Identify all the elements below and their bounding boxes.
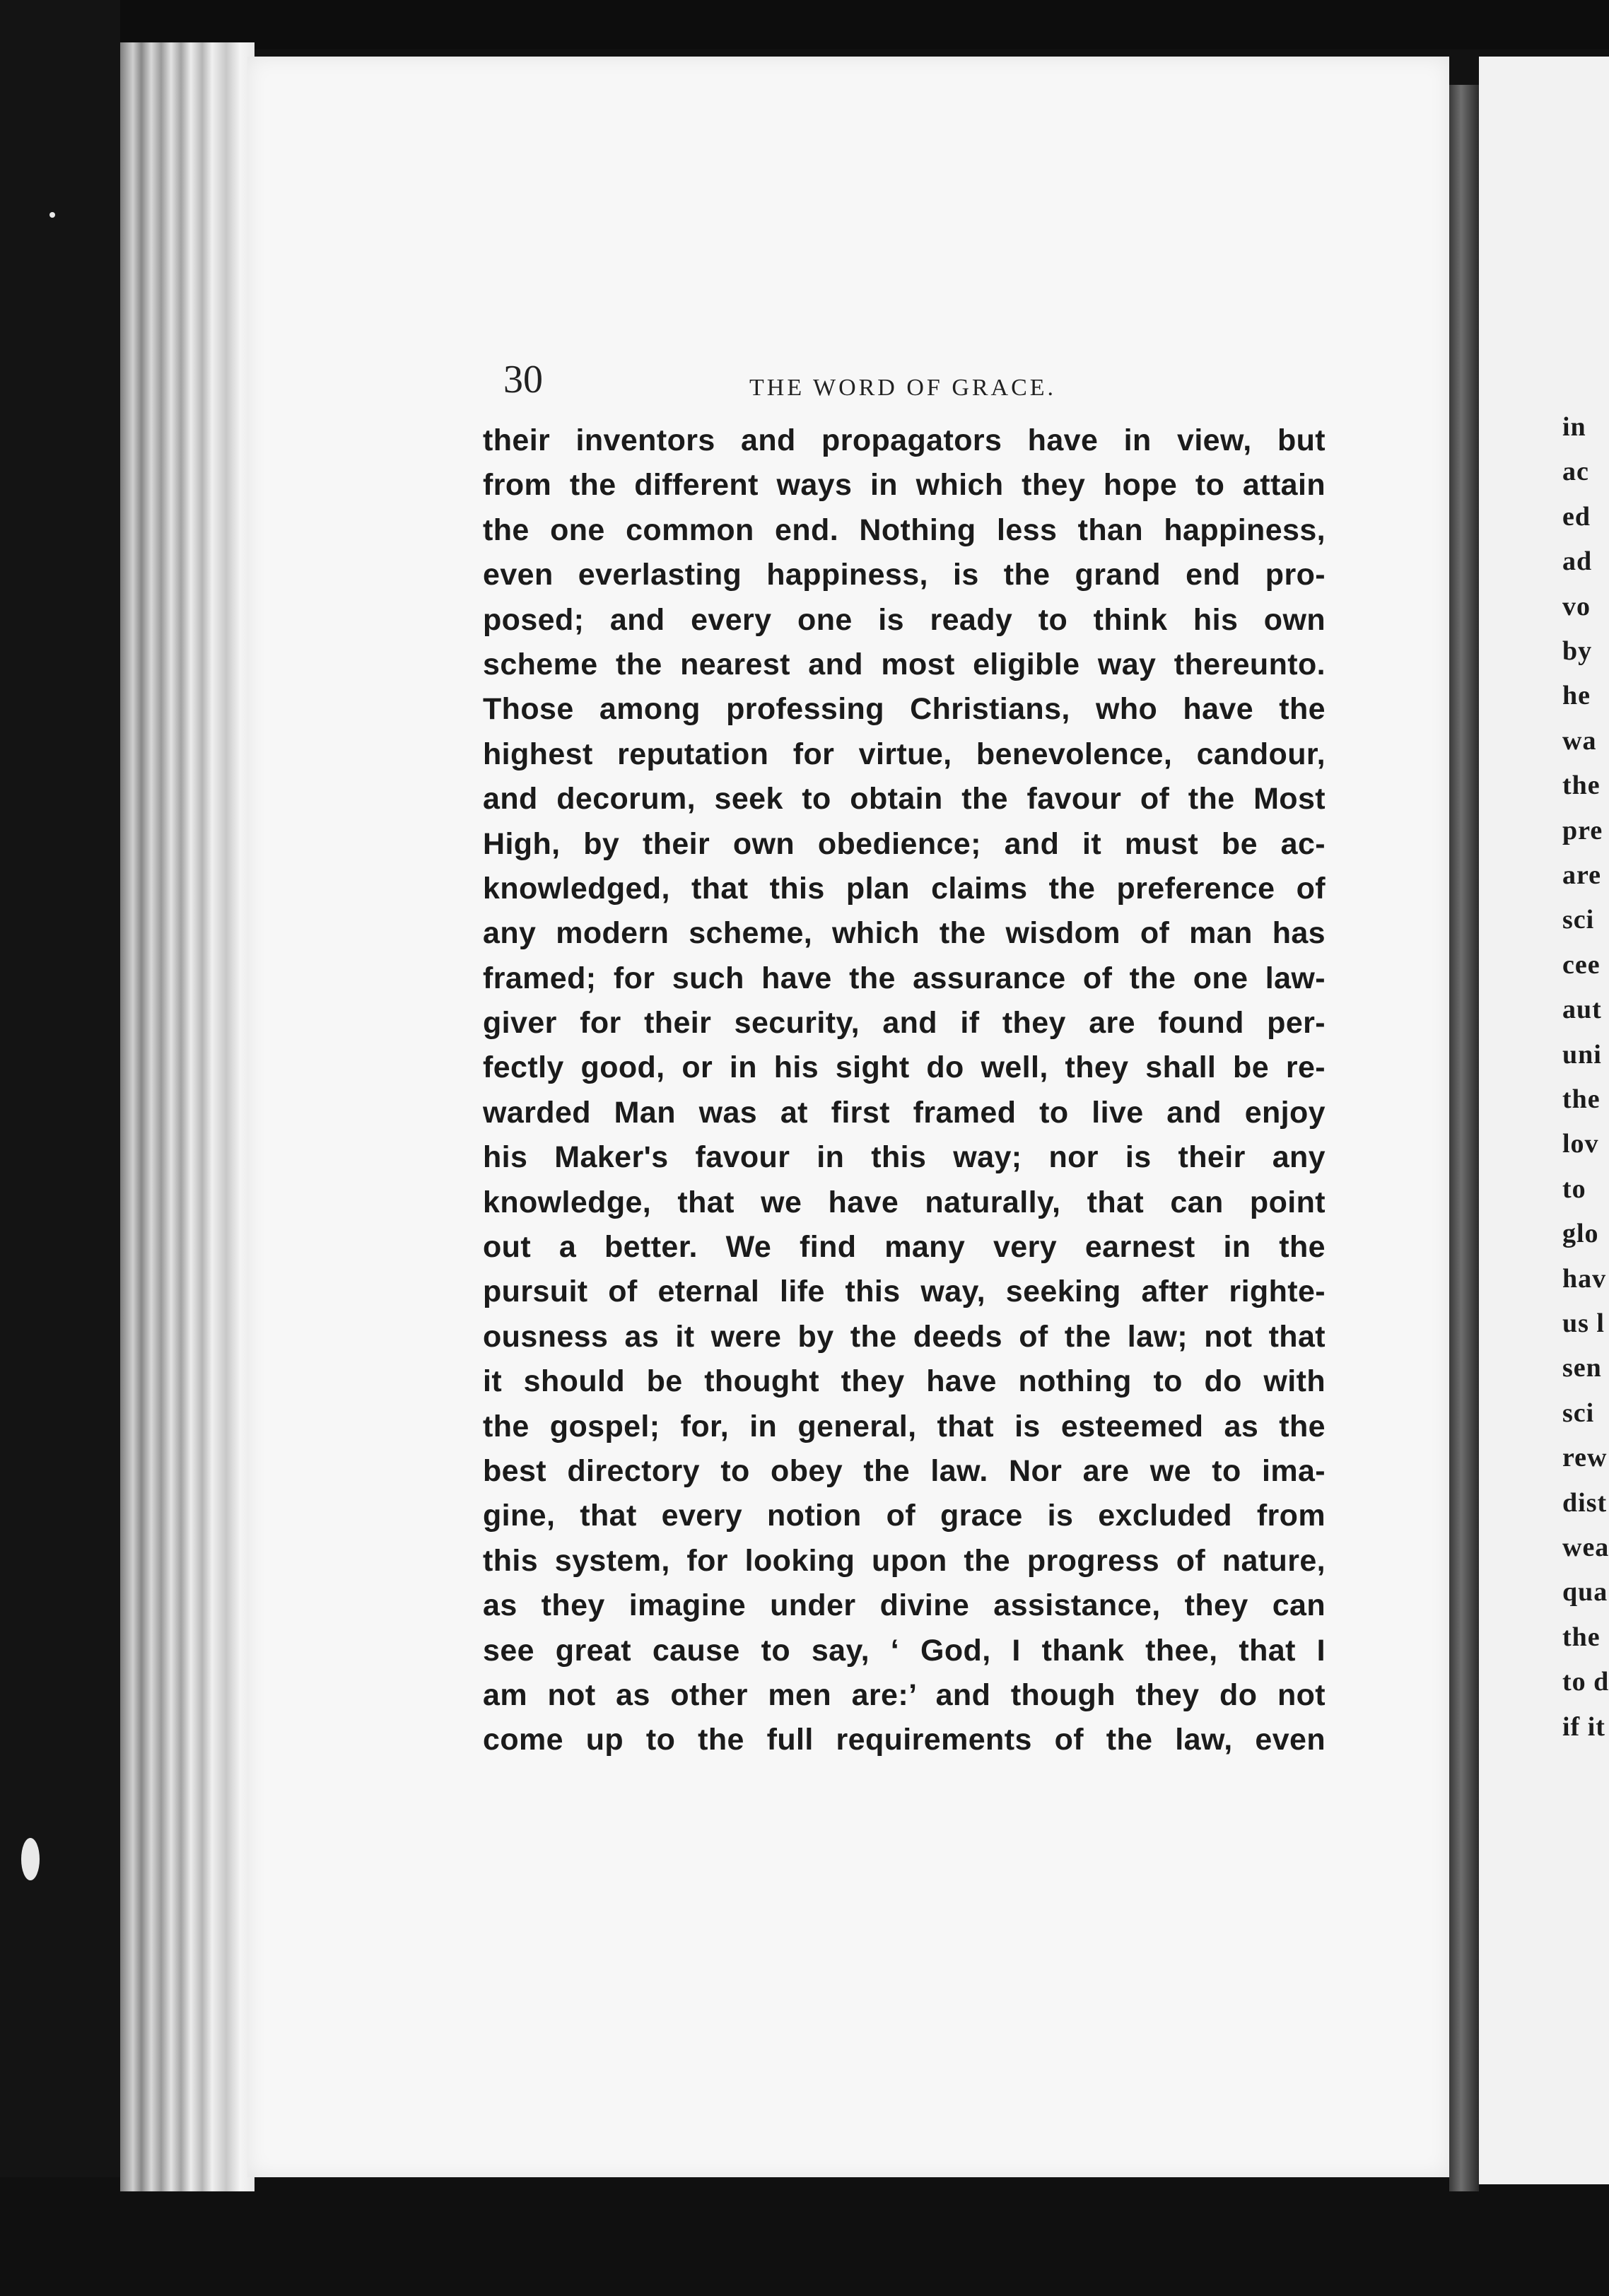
- facing-page-line: if it: [1562, 1711, 1605, 1742]
- dust-speck: [21, 1838, 40, 1880]
- text-line: High, by their own obedience; and it must be ac-: [483, 826, 1326, 861]
- facing-page-line: sci: [1562, 905, 1595, 935]
- facing-page-line: pre: [1562, 815, 1603, 845]
- facing-page-line: by: [1562, 636, 1593, 666]
- facing-page-line: to: [1562, 1173, 1586, 1204]
- scan-background-left: [0, 0, 120, 2296]
- text-line: highest reputation for virtue, benevolence, candour,: [483, 737, 1326, 771]
- text-line: and decorum, seek to obtain the favour of the Most: [483, 782, 1326, 816]
- facing-page-line: ed: [1562, 501, 1591, 532]
- text-line: posed; and every one is ready to think his own: [483, 602, 1326, 637]
- facing-page-line: sci: [1562, 1398, 1595, 1428]
- text-line: scheme the nearest and most eligible way thereunto.: [483, 647, 1326, 681]
- facing-page-line: qua: [1562, 1577, 1608, 1607]
- text-line: gine, that every notion of grace is excluded from: [483, 1499, 1326, 1533]
- text-line: come up to the full requirements of the law, even: [483, 1723, 1326, 1757]
- text-line: knowledged, that this plan claims the preference of: [483, 871, 1326, 906]
- facing-page-line: hav: [1562, 1263, 1607, 1294]
- text-line: as they imagine under divine assistance, they can: [483, 1588, 1326, 1623]
- text-line: out a better. We find many very earnest in the: [483, 1230, 1326, 1265]
- facing-page-line: the: [1562, 1084, 1601, 1114]
- text-line: framed; for such have the assurance of the one law-: [483, 961, 1326, 995]
- text-line: the one common end. Nothing less than happiness,: [483, 512, 1326, 547]
- facing-page-line: vo: [1562, 591, 1591, 621]
- text-line: it should be thought they have nothing to do with: [483, 1364, 1326, 1399]
- text-line: his Maker's favour in this way; nor is their any: [483, 1140, 1326, 1175]
- facing-page-line: he: [1562, 681, 1591, 711]
- facing-page-line: the: [1562, 1622, 1601, 1652]
- text-line: see great cause to say, ‘ God, I thank thee, that I: [483, 1633, 1326, 1668]
- text-line: ousness as it were by the deeds of the law; not that: [483, 1319, 1326, 1354]
- text-line: giver for their security, and if they are found per-: [483, 1006, 1326, 1041]
- scan-background-bottom: [0, 2177, 1609, 2296]
- facing-page-line: ac: [1562, 457, 1589, 487]
- facing-page-line: wea: [1562, 1533, 1609, 1562]
- facing-page-line: glo: [1562, 1219, 1599, 1249]
- facing-page-line: ad: [1562, 546, 1593, 577]
- text-line: the gospel; for, in general, that is esteemed as the: [483, 1409, 1326, 1443]
- running-title: THE WORD OF GRACE.: [749, 375, 1057, 401]
- facing-page-line: are: [1562, 860, 1602, 890]
- text-line: am not as other men are:’ and though they do not: [483, 1677, 1326, 1712]
- facing-page-line: uni: [1562, 1039, 1602, 1070]
- facing-page-line: rew: [1562, 1443, 1608, 1473]
- facing-page-line: in: [1562, 412, 1586, 442]
- facing-page-line: cee: [1562, 949, 1601, 980]
- text-line: warded Man was at first framed to live and enjoy: [483, 1095, 1326, 1130]
- book-gutter: [1449, 85, 1479, 2191]
- body-text: [483, 418, 1326, 1763]
- text-line: even everlasting happiness, is the grand end pro-: [483, 558, 1326, 592]
- text-line: best directory to obey the law. Nor are we to ima-: [483, 1453, 1326, 1488]
- text-line: their inventors and propagators have in view, but: [483, 423, 1326, 457]
- facing-page-line: lov: [1562, 1129, 1599, 1159]
- facing-page: [1479, 57, 1609, 2184]
- text-line: pursuit of eternal life this way, seeking after righte-: [483, 1275, 1326, 1309]
- facing-page-line: aut: [1562, 995, 1602, 1025]
- text-line: any modern scheme, which the wisdom of man has: [483, 916, 1326, 951]
- facing-page-line: sen: [1562, 1353, 1602, 1383]
- page-number: 30: [503, 358, 543, 402]
- facing-page-line: us l: [1562, 1308, 1605, 1338]
- text-line: from the different ways in which they hope to attain: [483, 468, 1326, 503]
- facing-page-line: dist: [1562, 1487, 1608, 1518]
- facing-page-line: wa: [1562, 725, 1597, 756]
- text-line: fectly good, or in his sight do well, they shall be re-: [483, 1050, 1326, 1085]
- facing-page-line: the: [1562, 771, 1601, 801]
- text-line: Those among professing Christians, who have the: [483, 692, 1326, 727]
- dust-speck: [49, 212, 55, 218]
- text-line: this system, for looking upon the progress of nature,: [483, 1543, 1326, 1578]
- text-line: knowledge, that we have naturally, that can point: [483, 1185, 1326, 1219]
- page-edges-stack: [120, 42, 254, 2191]
- facing-page-line: to d: [1562, 1667, 1609, 1697]
